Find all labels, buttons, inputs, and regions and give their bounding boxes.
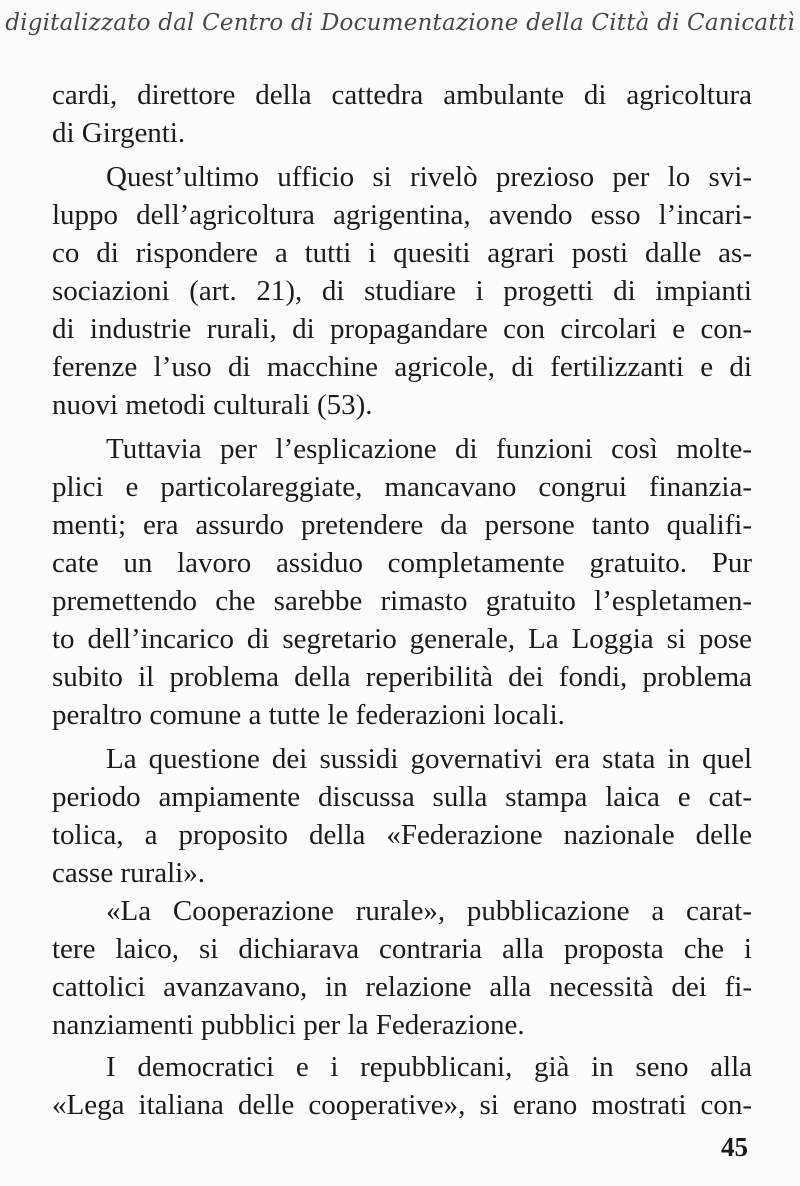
text-line: peraltro comune a tutte le federazioni locali.: [52, 699, 565, 731]
text-line: «Lega italiana delle cooperative», si erano mostrati con-: [52, 1089, 752, 1121]
text-line: to dell’incarico di segretario generale, La Loggia si pose: [52, 623, 752, 655]
text-line: sociazioni (art. 21), di studiare i progetti di impianti: [52, 275, 752, 307]
text-line: di Girgenti.: [52, 117, 186, 149]
text-line: La questione dei sussidi governativi era stata in quel: [106, 743, 752, 775]
text-line: casse rurali».: [52, 857, 205, 889]
text-line: plici e particolareggiate, mancavano congrui finanzia-: [52, 471, 752, 503]
text-line: ferenze l’uso di macchine agricole, di fertilizzanti e di: [52, 351, 752, 383]
text-line: nuovi metodi culturali (53).: [52, 389, 373, 421]
text-line: Tuttavia per l’esplicazione di funzioni così molte-: [106, 433, 752, 465]
text-line: tere laico, si dichiarava contraria alla proposta che i: [52, 933, 752, 965]
page-number: 45: [721, 1132, 748, 1162]
text-line: cate un lavoro assiduo completamente gratuito. Pur: [52, 547, 752, 579]
text-line: cattolici avanzavano, in relazione alla necessità dei fi-: [52, 971, 752, 1003]
text-line: tolica, a proposito della «Federazione nazionale delle: [52, 819, 752, 851]
text-line: I democratici e i repubblicani, già in seno alla: [106, 1051, 752, 1083]
text-line: menti; era assurdo pretendere da persone tanto qualifi-: [52, 509, 752, 541]
text-line: Quest’ultimo ufficio si rivelò prezioso per lo svi-: [106, 161, 752, 193]
text-line: nanziamenti pubblici per la Federazione.: [52, 1009, 525, 1041]
text-line: cardi, direttore della cattedra ambulante di agricoltura: [52, 79, 752, 111]
text-line: periodo ampiamente discussa sulla stampa laica e cat-: [52, 781, 752, 813]
text-line: premettendo che sarebbe rimasto gratuito l’espletamen-: [52, 585, 752, 617]
text-line: «La Cooperazione rurale», pubblicazione a carat-: [106, 895, 752, 927]
text-line: co di rispondere a tutti i quesiti agrari posti dalle as-: [52, 237, 752, 269]
text-line: subito il problema della reperibilità dei fondi, problema: [52, 661, 752, 693]
digitization-watermark: digitalizzato dal Centro di Documentazione della Città di Canicattì: [5, 10, 795, 36]
text-line: di industrie rurali, di propagandare con circolari e con-: [52, 313, 752, 345]
text-line: luppo dell’agricoltura agrigentina, avendo esso l’incari-: [52, 199, 752, 231]
